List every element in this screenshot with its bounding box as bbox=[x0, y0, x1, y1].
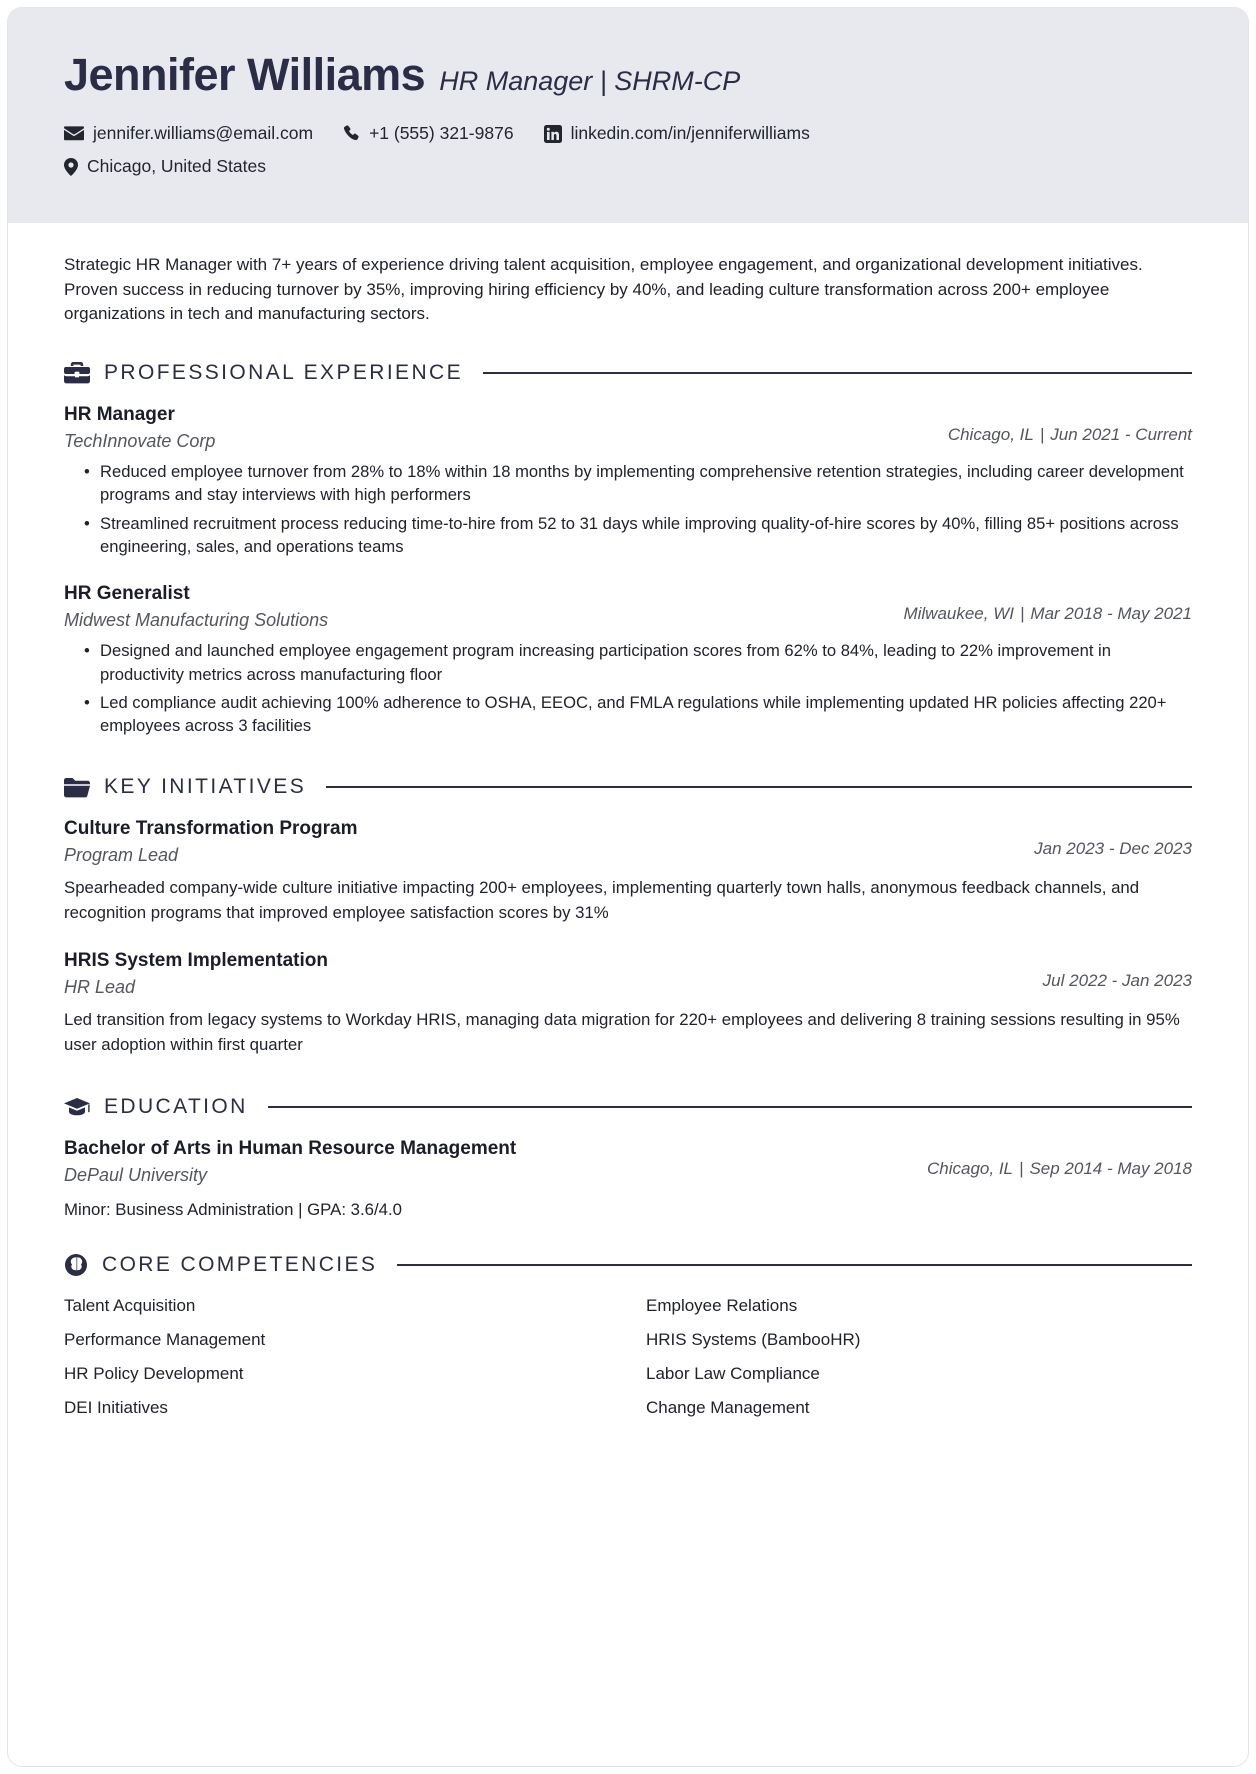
bullet-text: Reduced employee turnover from 28% to 18% within 18 months by implementing comprehensive retention strategies, including career development programs and stay interviews with high performers bbox=[100, 462, 1184, 505]
bullet-item bbox=[64, 691, 1192, 737]
initiative-dates: Jul 2022 - Jan 2023 bbox=[1042, 971, 1192, 991]
entry-meta bbox=[948, 403, 1192, 445]
location-pin-icon bbox=[64, 158, 78, 176]
section-rule bbox=[268, 1106, 1192, 1108]
initiative-title: HRIS System Implementation bbox=[64, 950, 328, 972]
competency-item: DEI Initiatives bbox=[64, 1397, 168, 1417]
entry-meta bbox=[927, 1137, 1192, 1179]
resume-content bbox=[8, 223, 1248, 1497]
initiative-description: Led transition from legacy systems to Workday HRIS, managing data migration for 220+ employees and delivering 8 training sessions resulting in 95% user adoption within first quarter bbox=[64, 1010, 1180, 1054]
resume-sheet bbox=[8, 8, 1248, 1766]
entry-top bbox=[64, 403, 1192, 452]
entry-meta bbox=[903, 582, 1192, 624]
bullet-dot: • bbox=[84, 692, 90, 712]
job-dates: Mar 2018 - May 2021 bbox=[1030, 604, 1192, 624]
section-title: KEY INITIATIVES bbox=[104, 775, 307, 799]
competency-item: Employee Relations bbox=[646, 1295, 798, 1315]
section-title: PROFESSIONAL EXPERIENCE bbox=[104, 360, 464, 384]
job-title: HR Generalist bbox=[64, 583, 190, 605]
section-header bbox=[64, 361, 1192, 385]
resume-header bbox=[8, 8, 1248, 223]
competency-item: HR Policy Development bbox=[64, 1363, 244, 1383]
bullet-text: Designed and launched employee engagement program increasing participation scores from 62% to 84%, leading to 22% improvement in productivity metrics across manufacturing floor bbox=[100, 641, 1111, 684]
contact-row-secondary bbox=[64, 156, 1192, 177]
name-line bbox=[64, 49, 1192, 100]
bullet-dot: • bbox=[84, 641, 90, 661]
entry-top bbox=[64, 817, 1192, 866]
entry-meta bbox=[1034, 817, 1192, 859]
section-title: EDUCATION bbox=[104, 1095, 248, 1119]
company-name: Midwest Manufacturing Solutions bbox=[64, 609, 329, 630]
section-rule bbox=[397, 1264, 1192, 1266]
meta-separator: | bbox=[1019, 1159, 1024, 1179]
section-key-initiatives bbox=[64, 775, 1192, 1057]
contact-linkedin[interactable] bbox=[544, 123, 810, 144]
initiative-title: Culture Transformation Program bbox=[64, 818, 358, 840]
initiative-description: Spearheaded company-wide culture initiative impacting 200+ employees, implementing quarterly town halls, anonymous feedback channels, and recognition programs that improved employee satisfaction scores by 31% bbox=[64, 878, 1140, 922]
competency-item: Labor Law Compliance bbox=[646, 1363, 820, 1383]
school-name: DePaul University bbox=[64, 1164, 208, 1185]
candidate-headline: HR Manager | SHRM-CP bbox=[439, 66, 741, 96]
contact-row-primary bbox=[64, 123, 1192, 144]
job-dates: Jun 2021 - Current bbox=[1050, 424, 1192, 444]
entry-left bbox=[64, 817, 1014, 866]
entry-top bbox=[64, 582, 1192, 631]
initiative-entry bbox=[64, 817, 1192, 925]
contact-email-text: jennifer.williams@email.com bbox=[93, 123, 314, 143]
entry-top bbox=[64, 949, 1192, 998]
education-note: Minor: Business Administration | GPA: 3.6/4.0 bbox=[64, 1200, 402, 1220]
competencies-grid bbox=[64, 1295, 1192, 1419]
job-bullets bbox=[64, 639, 1192, 737]
section-header bbox=[64, 1253, 1192, 1277]
degree-title: Bachelor of Arts in Human Resource Management bbox=[64, 1138, 517, 1160]
contact-email[interactable] bbox=[64, 123, 313, 144]
competency-item: Talent Acquisition bbox=[64, 1295, 196, 1315]
entry-meta bbox=[1043, 949, 1192, 991]
initiative-entry bbox=[64, 949, 1192, 1057]
bullet-dot: • bbox=[84, 462, 90, 482]
bullet-item bbox=[64, 460, 1192, 506]
professional-summary: Strategic HR Manager with 7+ years of experience driving talent acquisition, employee engagement, and organizational development initiatives. Proven success in reducing turnover by 35%, improving hiring efficiency by 40%, and leading culture transformation across 200+ employee organizations in tech and manufacturing sectors. bbox=[64, 255, 1143, 324]
job-location: Milwaukee, WI bbox=[903, 604, 1014, 624]
bullet-text: Led compliance audit achieving 100% adherence to OSHA, EEOC, and FMLA regulations while implementing updated HR policies affecting 220+ employees across 3 facilities bbox=[100, 692, 1167, 735]
initiative-dates: Jan 2023 - Dec 2023 bbox=[1034, 839, 1192, 859]
contact-location-text: Chicago, United States bbox=[87, 156, 266, 176]
meta-separator: | bbox=[1019, 604, 1025, 624]
education-entry bbox=[64, 1137, 1192, 1223]
company-name: TechInnovate Corp bbox=[64, 430, 216, 451]
folder-icon bbox=[64, 777, 90, 798]
brain-icon bbox=[64, 1253, 88, 1277]
linkedin-icon bbox=[544, 125, 562, 143]
section-header bbox=[64, 775, 1192, 799]
contact-location bbox=[64, 156, 266, 177]
envelope-icon bbox=[64, 126, 84, 141]
entry-left bbox=[64, 582, 883, 631]
school-dates: Sep 2014 - May 2018 bbox=[1029, 1159, 1192, 1179]
job-bullets bbox=[64, 460, 1192, 558]
section-education bbox=[64, 1095, 1192, 1223]
contact-linkedin-text: linkedin.com/in/jenniferwilliams bbox=[570, 123, 810, 143]
entry-left bbox=[64, 949, 1023, 998]
meta-separator: | bbox=[1039, 424, 1045, 444]
experience-entry bbox=[64, 403, 1192, 558]
section-title: CORE COMPETENCIES bbox=[102, 1252, 378, 1276]
phone-icon bbox=[343, 125, 360, 142]
school-location: Chicago, IL bbox=[927, 1159, 1014, 1179]
job-location: Chicago, IL bbox=[947, 424, 1034, 444]
entry-left bbox=[64, 403, 928, 452]
section-rule bbox=[326, 786, 1192, 788]
bullet-dot: • bbox=[84, 513, 90, 533]
competency-item: Change Management bbox=[646, 1397, 810, 1417]
section-header bbox=[64, 1095, 1192, 1119]
graduation-cap-icon bbox=[64, 1098, 90, 1117]
initiative-role: Program Lead bbox=[64, 844, 179, 865]
section-rule bbox=[483, 372, 1192, 374]
entry-top bbox=[64, 1137, 1192, 1186]
bullet-text: Streamlined recruitment process reducing time-to-hire from 52 to 31 days while improving quality-of-hire scores by 40%, filling 85+ positions across engineering, sales, and operations teams bbox=[100, 513, 1179, 556]
briefcase-icon bbox=[64, 362, 90, 384]
entry-left bbox=[64, 1137, 907, 1186]
bullet-item bbox=[64, 512, 1192, 558]
section-core-competencies bbox=[64, 1253, 1192, 1419]
competency-item: HRIS Systems (BambooHR) bbox=[646, 1329, 861, 1349]
section-professional-experience bbox=[64, 361, 1192, 737]
bullet-item bbox=[64, 639, 1192, 685]
contact-phone[interactable] bbox=[343, 123, 514, 144]
experience-entry bbox=[64, 582, 1192, 737]
candidate-name: Jennifer Williams bbox=[64, 49, 426, 100]
job-title: HR Manager bbox=[64, 403, 175, 425]
initiative-role: HR Lead bbox=[64, 976, 136, 997]
contact-phone-text: +1 (555) 321-9876 bbox=[369, 123, 514, 143]
competency-item: Performance Management bbox=[64, 1329, 266, 1349]
